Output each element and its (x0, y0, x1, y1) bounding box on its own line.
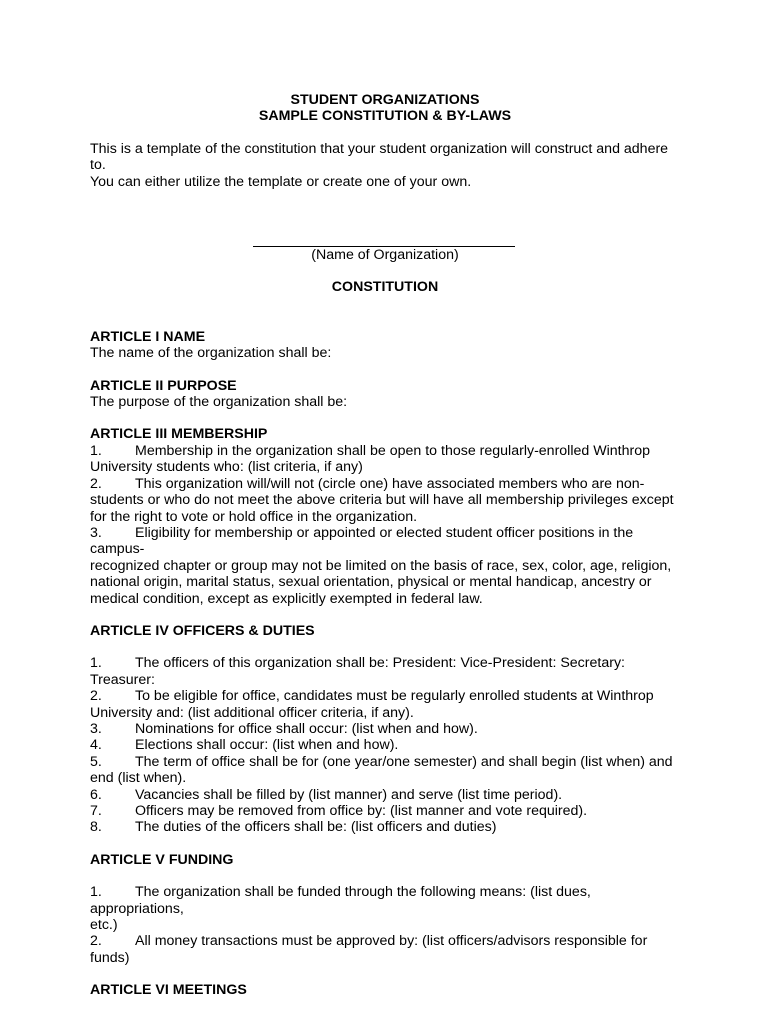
list-item-continuation: recognized chapter or group may not be limited on the basis of race, sex, color, age, religion, (90, 557, 672, 574)
list-item (90, 655, 680, 688)
list-item-first-line (90, 803, 680, 819)
list-item (90, 819, 680, 835)
list-item-number: 2. (90, 688, 102, 705)
list-item (90, 884, 680, 933)
list-item-first-line (90, 787, 680, 803)
list-item-text: Elections shall occur: (list when and how). (135, 737, 399, 754)
list-item-text: All money transactions must be approved by: (list officers/advisors responsible for funds) (90, 933, 648, 966)
list-item-text: The duties of the officers shall be: (list officers and duties) (135, 819, 497, 836)
list-item-number: 2. (90, 475, 102, 492)
list-item (90, 525, 680, 607)
list-item-first-line (90, 721, 680, 737)
list-item-text: Vacancies shall be filled by (list manner) and serve (list time period). (135, 786, 563, 803)
list-item-number: 1. (90, 442, 102, 459)
list-item-number: 3. (90, 524, 102, 541)
list-item (90, 688, 680, 721)
article-3-heading: ARTICLE III MEMBERSHIP (90, 426, 268, 443)
article-2-heading: ARTICLE II PURPOSE (90, 377, 237, 394)
list-item-text: This organization will/will not (circle one) have associated members who are non- (135, 475, 645, 492)
article-5-heading: ARTICLE V FUNDING (90, 851, 234, 868)
list-item-first-line (90, 737, 680, 753)
list-item-continuation: etc.) (90, 917, 118, 934)
article-2 (90, 378, 680, 411)
article-6-heading: ARTICLE VI MEETINGS (90, 982, 247, 999)
list-item (90, 443, 680, 476)
list-item (90, 754, 680, 787)
intro-line-1: This is a template of the constitution that your student organization will construct and adhere to. (90, 140, 669, 174)
intro-paragraph (90, 141, 680, 190)
article-2-text: The purpose of the organization shall be: (90, 394, 348, 411)
list-item-first-line (90, 688, 680, 704)
list-item-first-line (90, 754, 680, 770)
list-item-first-line (90, 655, 680, 671)
list-item-text: Nominations for office shall occur: (list when and how). (135, 720, 478, 737)
list-item-text: Membership in the organization shall be open to those regularly-enrolled Winthrop (135, 442, 650, 459)
list-item-text: The officers of this organization shall be: President: Vice-President: Secretary: (135, 655, 625, 672)
article-5 (90, 852, 680, 966)
document-title (90, 92, 680, 125)
list-item-text: Eligibility for membership or appointed or elected student officer positions in the campus- (90, 524, 634, 558)
title-line-1: STUDENT ORGANIZATIONS (290, 92, 480, 108)
article-3-list (90, 443, 680, 607)
list-item-number: 2. (90, 933, 102, 950)
article-6 (90, 982, 680, 998)
organization-name-blank-line (253, 232, 515, 247)
list-item-first-line (90, 443, 680, 459)
list-item-number: 1. (90, 884, 102, 901)
list-item-continuation: for the right to vote or hold office in the organization. (90, 508, 418, 525)
list-item-continuation: students or who do not meet the above criteria but will have all membership privileges except (90, 492, 674, 509)
article-3 (90, 426, 680, 606)
article-1 (90, 329, 680, 362)
list-item (90, 787, 680, 803)
list-item-first-line (90, 819, 680, 835)
constitution-heading: CONSTITUTION (331, 279, 439, 296)
article-4 (90, 623, 680, 836)
list-item-number: 5. (90, 753, 102, 770)
list-item (90, 476, 680, 525)
list-item-continuation: national origin, marital status, sexual orientation, physical or mental handicap, ancestry or (90, 574, 652, 591)
list-item-continuation: medical condition, except as explicitly exempted in federal law. (90, 590, 483, 607)
list-item-first-line (90, 933, 680, 966)
organization-name-caption: (Name of Organization) (311, 247, 459, 264)
list-item-first-line (90, 884, 680, 917)
list-item-number: 6. (90, 786, 102, 803)
list-item (90, 721, 680, 737)
organization-name-block (90, 232, 680, 263)
list-item-text: The term of office shall be for (one year/one semester) and shall begin (list when) and (135, 753, 673, 770)
title-line-2: SAMPLE CONSTITUTION & BY-LAWS (258, 108, 512, 125)
article-5-list (90, 884, 680, 966)
list-item-number: 8. (90, 819, 102, 836)
intro-line-2: You can either utilize the template or create one of your own. (90, 173, 472, 190)
list-item (90, 737, 680, 753)
list-item-continuation: University students who: (list criteria, if any) (90, 459, 363, 476)
list-item-continuation: end (list when). (90, 770, 187, 787)
article-4-heading: ARTICLE IV OFFICERS & DUTIES (90, 622, 315, 639)
list-item-first-line (90, 476, 680, 492)
list-item-first-line (90, 525, 680, 558)
article-1-heading: ARTICLE I NAME (90, 328, 206, 345)
list-item-number: 4. (90, 737, 102, 754)
list-item-continuation: University and: (list additional officer criteria, if any). (90, 704, 414, 721)
article-1-text: The name of the organization shall be: (90, 345, 332, 362)
list-item-text: Officers may be removed from office by: (list manner and vote required). (135, 803, 588, 819)
list-item-number: 7. (90, 803, 102, 819)
list-item-number: 1. (90, 655, 102, 672)
list-item (90, 933, 680, 966)
list-item (90, 803, 680, 819)
list-item-text: To be eligible for office, candidates must be regularly enrolled students at Winthrop (135, 688, 654, 705)
list-item-number: 3. (90, 720, 102, 737)
article-4-list (90, 655, 680, 835)
list-item-continuation: Treasurer: (90, 671, 155, 688)
list-item-text: The organization shall be funded through the following means: (list dues, appropriations, (90, 884, 591, 917)
